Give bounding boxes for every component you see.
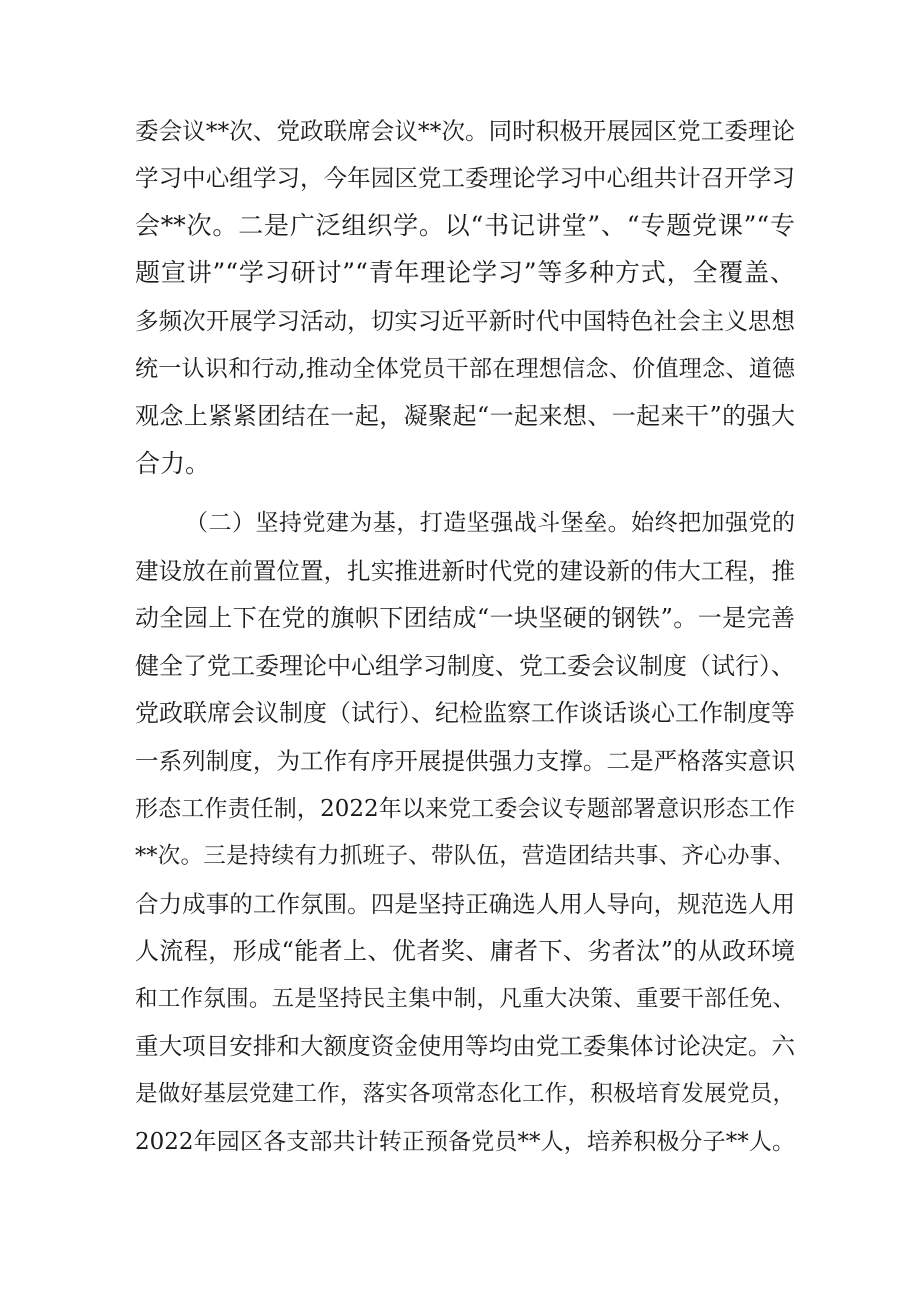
text-line: 2022年园区各支部共计转正预备党员**人，培养积极分子**人。 [135, 1129, 795, 1155]
paragraph-heading-line: （二）坚持党建为基，打造坚强战斗堡垒。始终把加强党的 [185, 510, 795, 536]
text-line: 委会议**次、党政联席会议**次。同时积极开展园区党工委理论 [135, 117, 795, 145]
text-line: 人流程，形成“能者上、优者奖、庸者下、劣者汰”的从政环境 [135, 937, 795, 965]
text-line: 和工作氛围。五是坚持民主集中制，凡重大决策、重要干部任免、 [135, 986, 795, 1012]
text-line: 合力。 [135, 449, 211, 478]
text-line: 重大项目安排和大额度资金使用等均由党工委集体讨论决定。六 [135, 1032, 795, 1060]
text-line: 多频次开展学习活动，切实习近平新时代中国特色社会主义思想 [135, 307, 795, 335]
text-line: 党政联席会议制度（试行）、纪检监察工作谈话谈心工作制度等 [135, 699, 795, 727]
text-line: 合力成事的工作氛围。四是坚持正确选人用人导向，规范选人用 [135, 890, 795, 918]
text-line: 学习中心组学习，今年园区党工委理论学习中心组共计召开学习 [135, 164, 795, 192]
text-line: 动全园上下在党的旗帜下团结成“一块坚硬的钢铁”。一是完善 [135, 604, 795, 632]
text-line: 观念上紧紧团结在一起，凝聚起“一起来想、一起来干”的强大 [135, 402, 795, 430]
text-line: 形态工作责任制，2022年以来党工委会议专题部署意识形态工作 [135, 796, 795, 822]
text-line: 会**次。二是广泛组织学。以“书记讲堂”、“专题党课”“专 [135, 211, 795, 240]
text-line: 是做好基层党建工作，落实各项常态化工作，积极培育发展党员， [135, 1081, 795, 1107]
text-line: 一系列制度，为工作有序开展提供强力支撑。二是严格落实意识 [135, 747, 795, 775]
text-line: 统一认识和行动,推动全体党员干部在理想信念、价值理念、道德 [135, 356, 795, 382]
text-line: **次。三是持续有力抓班子、带队伍，营造团结共事、齐心办事、 [135, 843, 795, 869]
text-line: 建设放在前置位置，扎实推进新时代党的建设新的伟大工程，推 [135, 557, 795, 585]
text-line: 健全了党工委理论中心组学习制度、党工委会议制度（试行）、 [135, 652, 795, 680]
text-line: 题宣讲”“学习研讨”“青年理论学习”等多种方式，全覆盖、 [135, 258, 795, 287]
